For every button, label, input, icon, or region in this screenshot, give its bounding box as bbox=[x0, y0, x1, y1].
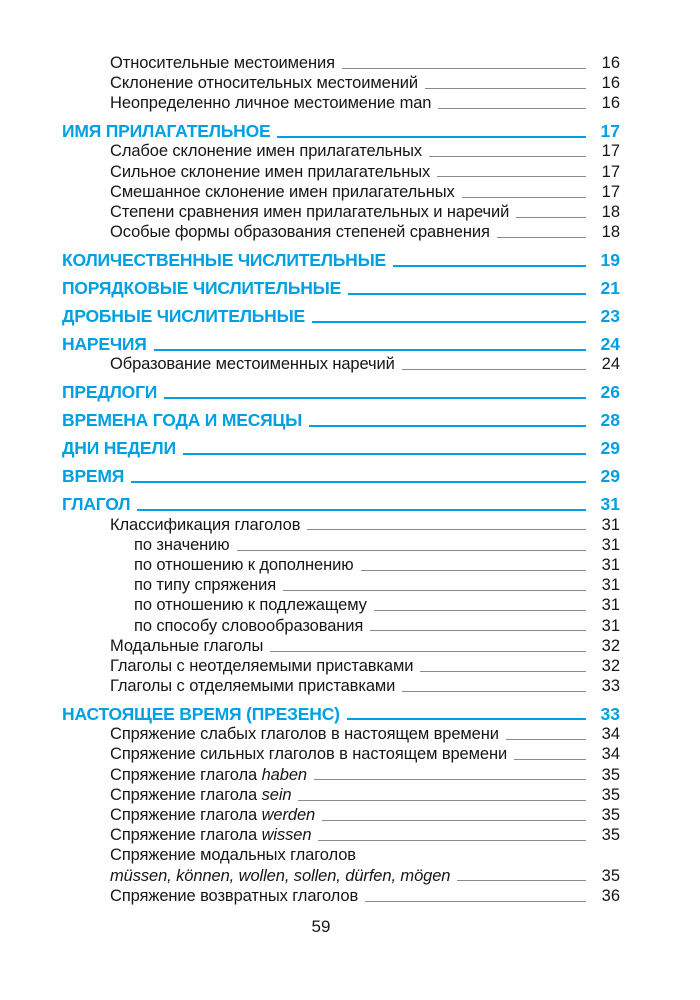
toc-sub-entry bbox=[62, 92, 620, 112]
toc-entry-page-number: 31 bbox=[601, 616, 620, 635]
toc-entry-label: Неопределенно личное местоимение man bbox=[110, 94, 432, 113]
toc-sub-entry bbox=[62, 574, 620, 594]
toc-entry-label: ИМЯ ПРИЛАГАТЕЛЬНОЕ bbox=[62, 121, 271, 142]
leader-line bbox=[506, 739, 586, 740]
toc-entry-page-number: 32 bbox=[601, 656, 620, 675]
toc-sub-entry bbox=[62, 141, 620, 161]
leader-line bbox=[183, 453, 586, 455]
toc-entry-label: Классификация глаголов bbox=[110, 515, 301, 534]
toc-sub-entry bbox=[62, 675, 620, 695]
toc-sub-entry bbox=[62, 764, 620, 784]
toc-section-entry bbox=[62, 458, 620, 486]
toc-entry-page-number: 16 bbox=[601, 74, 620, 93]
leader-line bbox=[347, 718, 586, 720]
toc-section-entry bbox=[62, 326, 620, 354]
toc-section-entry bbox=[62, 430, 620, 458]
toc-entry-page-number: 17 bbox=[601, 142, 620, 161]
toc-sub-entry bbox=[62, 744, 620, 764]
toc-entry-page-number: 35 bbox=[601, 785, 620, 804]
leader-line bbox=[154, 349, 586, 351]
toc-entry-label: НАРЕЧИЯ bbox=[62, 334, 147, 355]
toc-sub-entry bbox=[62, 181, 620, 201]
toc-entry-label: ПОРЯДКОВЫЕ ЧИСЛИТЕЛЬНЫЕ bbox=[62, 278, 342, 299]
toc-entry-label: Относительные местоимения bbox=[110, 53, 335, 72]
toc-entry-label: Спряжение модальных глаголов bbox=[110, 846, 356, 865]
toc-sub-entry bbox=[62, 655, 620, 675]
toc-sub-entry bbox=[62, 865, 620, 885]
toc-entry-label: ПРЕДЛОГИ bbox=[62, 382, 158, 403]
toc-entry-label: ДНИ НЕДЕЛИ bbox=[62, 438, 176, 459]
toc-sub-entry bbox=[62, 534, 620, 554]
toc-sub-entry bbox=[62, 824, 620, 844]
leader-line bbox=[314, 779, 586, 780]
leader-line bbox=[342, 68, 586, 69]
toc-entry-label: Спряжение глагола wissen bbox=[110, 826, 312, 845]
toc-entry-page-number: 17 bbox=[601, 162, 620, 181]
toc-entry-label: Модальные глаголы bbox=[110, 636, 264, 655]
toc-section-entry bbox=[62, 486, 620, 514]
leader-line bbox=[438, 108, 586, 109]
toc-entry-page-number: 21 bbox=[600, 278, 620, 299]
toc-sub-entry bbox=[62, 635, 620, 655]
toc-entry-page-number: 28 bbox=[600, 410, 620, 431]
leader-line bbox=[322, 820, 586, 821]
toc-entry-label: Глаголы с отделяемыми приставками bbox=[110, 677, 396, 696]
toc-sub-entry bbox=[62, 201, 620, 221]
leader-line bbox=[374, 610, 586, 611]
toc-entry-label: Особые формы образования степеней сравнения bbox=[110, 223, 490, 242]
toc-section-entry bbox=[62, 695, 620, 723]
toc-entry-label: по способу словообразования bbox=[134, 616, 364, 635]
leader-line bbox=[393, 265, 586, 267]
toc-entry-label: по отношению к подлежащему bbox=[134, 596, 367, 615]
toc-entry-label: по отношению к дополнению bbox=[134, 555, 354, 574]
toc-section-entry bbox=[62, 298, 620, 326]
toc-entry-page-number: 35 bbox=[601, 765, 620, 784]
toc-entry-label: Спряжение сильных глаголов в настоящем времени bbox=[110, 745, 508, 764]
leader-line bbox=[131, 481, 586, 483]
toc-entry-label: по значению bbox=[134, 535, 230, 554]
toc-sub-entry bbox=[62, 354, 620, 374]
leader-line bbox=[361, 570, 586, 571]
toc-entry-page-number: 34 bbox=[601, 745, 620, 764]
toc-sub-entry bbox=[62, 221, 620, 241]
toc-section-entry bbox=[62, 374, 620, 402]
toc-sub-entry bbox=[62, 514, 620, 534]
toc-entry-page-number: 23 bbox=[600, 306, 620, 327]
toc-entry-label: Слабое склонение имен прилагательных bbox=[110, 142, 423, 161]
toc-sub-entry bbox=[62, 845, 620, 865]
toc-sub-entry bbox=[62, 52, 620, 72]
leader-line bbox=[348, 293, 586, 295]
toc-sub-entry bbox=[62, 615, 620, 635]
toc-entry-page-number: 33 bbox=[601, 677, 620, 696]
toc-entry-label: Спряжение глагола werden bbox=[110, 806, 316, 824]
toc-entry-label: Смешанное склонение имен прилагательных bbox=[110, 182, 455, 201]
toc-entry-page-number: 17 bbox=[600, 121, 620, 142]
toc-entry-page-number: 31 bbox=[601, 555, 620, 574]
leader-line bbox=[307, 529, 586, 530]
toc-entry-page-number: 32 bbox=[601, 636, 620, 655]
toc-sub-entry bbox=[62, 594, 620, 614]
toc-entry-page-number: 24 bbox=[600, 334, 620, 355]
toc-entry-page-number: 18 bbox=[601, 223, 620, 242]
toc-sub-entry bbox=[62, 723, 620, 743]
leader-line bbox=[429, 156, 586, 157]
toc-entry-page-number: 29 bbox=[600, 438, 620, 459]
leader-line bbox=[277, 136, 586, 138]
leader-line bbox=[402, 691, 586, 692]
leader-line bbox=[462, 197, 586, 198]
leader-line bbox=[420, 671, 586, 672]
toc-entry-page-number: 29 bbox=[600, 466, 620, 487]
leader-line bbox=[309, 425, 586, 427]
toc-entry-page-number: 19 bbox=[600, 250, 620, 271]
toc-entry-label: müssen, können, wollen, sollen, dürfen, mögen bbox=[110, 866, 451, 885]
leader-line bbox=[402, 369, 586, 370]
toc-entry-label: Спряжение возвратных глаголов bbox=[110, 886, 359, 905]
toc-entry-label: ДРОБНЫЕ ЧИСЛИТЕЛЬНЫЕ bbox=[62, 306, 305, 327]
leader-line bbox=[425, 88, 586, 89]
toc-section-entry bbox=[62, 270, 620, 298]
toc-entry-page-number: 31 bbox=[601, 515, 620, 534]
toc-entry-label: Образование местоименных наречий bbox=[110, 355, 395, 374]
toc-entry-page-number: 18 bbox=[601, 203, 620, 221]
toc-entry-page-number: 31 bbox=[601, 576, 620, 595]
leader-line bbox=[457, 880, 586, 881]
toc-section-entry bbox=[62, 402, 620, 430]
toc-entry-label: ВРЕМЕНА ГОДА И МЕСЯЦЫ bbox=[62, 410, 303, 431]
toc-entry-label: ГЛАГОЛ bbox=[62, 494, 131, 515]
leader-line bbox=[237, 550, 586, 551]
toc-entry-label: НАСТОЯЩЕЕ ВРЕМЯ (ПРЕЗЕНС) bbox=[62, 704, 340, 724]
leader-line bbox=[318, 840, 586, 841]
toc-entry-label: Спряжение глагола haben bbox=[110, 765, 307, 784]
toc-entry-page-number: 33 bbox=[600, 704, 620, 724]
toc-entry-page-number: 31 bbox=[601, 596, 620, 615]
toc-entry-label: Склонение относительных местоимений bbox=[110, 74, 418, 93]
toc-sub-entry bbox=[62, 161, 620, 181]
toc-entry-page-number: 16 bbox=[601, 94, 620, 113]
toc-entry-label: Спряжение глагола sein bbox=[110, 785, 292, 804]
leader-line bbox=[516, 217, 586, 218]
leader-line bbox=[312, 321, 586, 323]
toc-entry-label: Спряжение слабых глаголов в настоящем времени bbox=[110, 725, 499, 744]
toc-entry-page-number: 26 bbox=[600, 382, 620, 403]
toc-entry-page-number: 16 bbox=[601, 53, 620, 72]
leader-line bbox=[370, 630, 586, 631]
leader-line bbox=[298, 800, 586, 801]
leader-line bbox=[365, 901, 586, 902]
toc-entry-label: КОЛИЧЕСТВЕННЫЕ ЧИСЛИТЕЛЬНЫЕ bbox=[62, 250, 387, 271]
toc-sub-entry bbox=[62, 885, 620, 905]
toc-sub-entry bbox=[62, 554, 620, 574]
leader-line bbox=[270, 651, 586, 652]
toc-entry-page-number: 35 bbox=[601, 826, 620, 845]
toc-sub-entry bbox=[62, 72, 620, 92]
leader-line bbox=[497, 237, 586, 238]
toc-sub-entry bbox=[62, 784, 620, 804]
leader-line bbox=[137, 509, 586, 511]
toc-entry-page-number: 31 bbox=[601, 535, 620, 554]
page-number: 59 bbox=[311, 917, 331, 936]
toc-entry-label: по типу спряжения bbox=[134, 576, 277, 595]
toc-entry-page-number: 35 bbox=[601, 806, 620, 824]
toc-entry-label: ВРЕМЯ bbox=[62, 466, 125, 487]
toc-section-entry bbox=[62, 113, 620, 141]
leader-line bbox=[164, 397, 586, 399]
toc-entry-page-number: 17 bbox=[601, 182, 620, 201]
toc-sub-entry bbox=[62, 804, 620, 824]
toc-entry-label: Глаголы с неотделяемыми приставками bbox=[110, 656, 414, 675]
toc-entry-page-number: 24 bbox=[601, 355, 620, 374]
toc-section-entry bbox=[62, 242, 620, 270]
toc-entry-page-number: 34 bbox=[601, 725, 620, 744]
leader-line bbox=[437, 176, 586, 177]
toc-entry-page-number: 36 bbox=[601, 886, 620, 905]
toc-entry-label: Степени сравнения имен прилагательных и наречий bbox=[110, 203, 510, 221]
leader-line bbox=[514, 759, 586, 760]
toc-entry-page-number: 31 bbox=[600, 494, 620, 515]
toc-entry-page-number: 35 bbox=[601, 866, 620, 885]
leader-line bbox=[283, 590, 586, 591]
toc-entry-label: Сильное склонение имен прилагательных bbox=[110, 162, 431, 181]
